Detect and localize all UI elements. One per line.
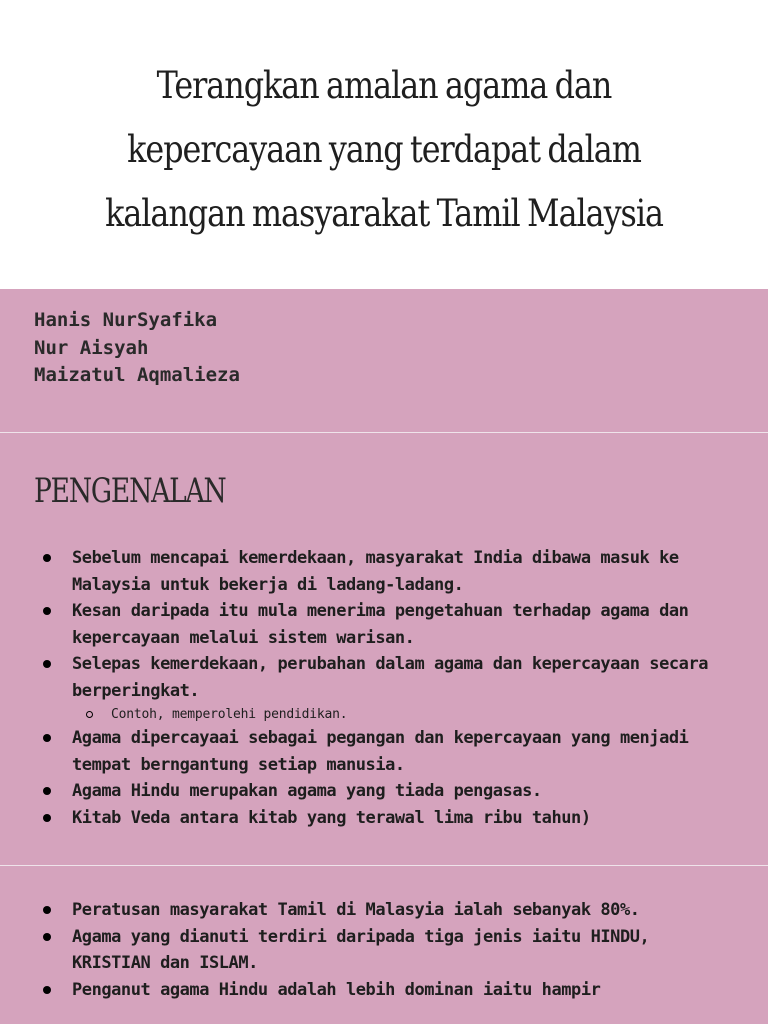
- bullet-text: Agama Hindu merupakan agama yang tiada pengasas.: [72, 781, 542, 801]
- bullet-dot-icon: [43, 660, 51, 668]
- bullet-item: [0, 598, 768, 651]
- slide-heading: PENGENALAN: [34, 471, 226, 511]
- bullet-text: Penganut agama Hindu adalah lebih dominan iaitu hampir: [72, 979, 601, 1000]
- bullet-item: [0, 651, 768, 704]
- presentation-title: Terangkan amalan agama dan kepercayaan yang terdapat dalam kalangan masyarakat Tamil Malaysia: [105, 64, 663, 235]
- bullet-item: [0, 778, 768, 805]
- bullet-list: [0, 897, 768, 1003]
- bullet-item: [0, 545, 768, 598]
- stats-slide: [0, 866, 768, 1024]
- intro-slide: [0, 433, 768, 865]
- author-name: Nur Aisyah: [34, 336, 149, 359]
- bullet-item: [0, 924, 768, 977]
- author-list: [34, 307, 240, 390]
- bullet-text: Sebelum mencapai kemerdekaan, masyarakat India dibawa masuk ke Malaysia untuk bekerja di ladang-ladang.: [72, 548, 679, 595]
- bullet-item: [0, 805, 768, 832]
- bullet-dot-icon: [43, 554, 51, 562]
- sub-bullet-item: [0, 704, 768, 725]
- bullet-dot-icon: [43, 787, 51, 795]
- bullet-text: Kitab Veda antara kitab yang terawal lima ribu tahun): [72, 807, 591, 828]
- bullet-item: [0, 725, 768, 778]
- bullet-dot-icon: [43, 734, 51, 742]
- bullet-dot-icon: [43, 906, 51, 914]
- hollow-circle-bullet-icon: [86, 711, 93, 718]
- bullet-text: Agama yang dianuti terdiri daripada tiga jenis iaitu HINDU, KRISTIAN dan ISLAM.: [72, 926, 650, 973]
- bullet-dot-icon: [43, 814, 51, 822]
- bullet-item: [0, 977, 768, 1004]
- bullet-dot-icon: [43, 986, 51, 994]
- author-name: Hanis NurSyafika: [34, 309, 218, 331]
- author-name: Maizatul Aqmalieza: [34, 364, 240, 386]
- bullet-text: Kesan daripada itu mula menerima pengetahuan terhadap agama dan kepercayaan melalui sistem warisan.: [72, 601, 689, 648]
- authors-slide: [0, 289, 768, 432]
- bullet-text: Selepas kemerdekaan, perubahan dalam agama dan kepercayaan secara berperingkat.: [72, 654, 709, 701]
- bullet-dot-icon: [43, 607, 51, 615]
- bullet-text: Agama dipercayaai sebagai pegangan dan kepercayaan yang menjadi tempat berngantung setiap manusia.: [72, 728, 689, 775]
- bullet-dot-icon: [43, 933, 51, 941]
- bullet-list: [0, 545, 768, 831]
- bullet-item: [0, 897, 768, 924]
- bullet-text: Contoh, memperolehi pendidikan.: [111, 707, 348, 722]
- title-slide: [0, 0, 768, 288]
- bullet-text: Peratusan masyarakat Tamil di Malasyia ialah sebanyak 80%.: [72, 900, 640, 920]
